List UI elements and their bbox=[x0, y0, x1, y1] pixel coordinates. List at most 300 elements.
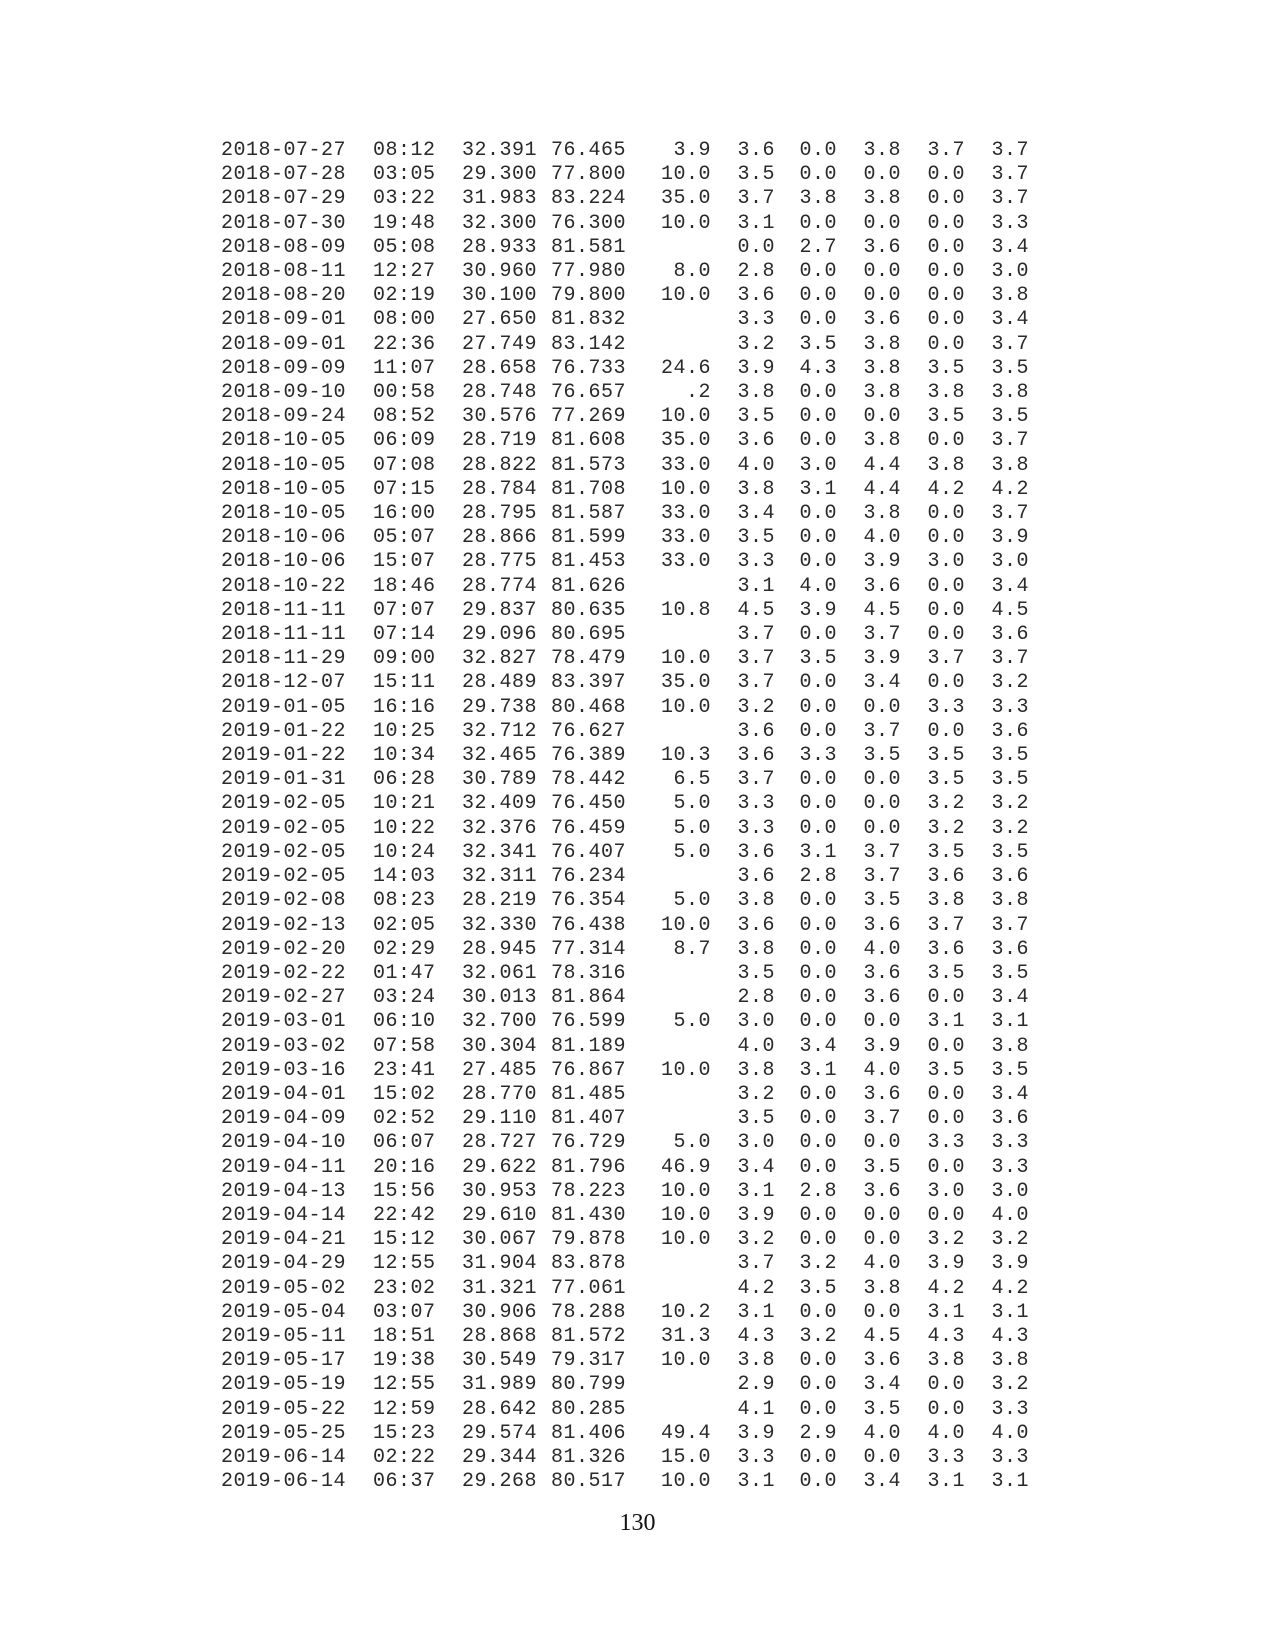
magnitude-3-cell: 3.7 bbox=[863, 1107, 901, 1131]
magnitude-2-cell: 3.9 bbox=[799, 598, 837, 622]
latitude-cell: 28.658 bbox=[462, 356, 538, 380]
magnitude-1-cell: 3.1 bbox=[737, 574, 775, 598]
table-row bbox=[221, 1252, 1029, 1276]
magnitude-1-cell: 3.6 bbox=[737, 139, 775, 162]
longitude-cell: 76.465 bbox=[551, 139, 627, 162]
magnitude-1-cell: 3.1 bbox=[737, 211, 775, 235]
magnitude-3-cell: 0.0 bbox=[863, 1445, 901, 1469]
date-cell: 2018-10-06 bbox=[221, 550, 347, 574]
longitude-cell: 77.800 bbox=[551, 163, 627, 187]
depth-cell: 8.0 bbox=[673, 260, 711, 284]
magnitude-1-cell: 3.9 bbox=[737, 1421, 775, 1445]
magnitude-4-cell: 3.3 bbox=[927, 1445, 965, 1469]
latitude-cell: 32.827 bbox=[462, 647, 538, 671]
magnitude-2-cell: 0.0 bbox=[799, 381, 837, 405]
magnitude-4-cell: 3.6 bbox=[927, 865, 965, 889]
magnitude-4-cell: 4.0 bbox=[927, 1421, 965, 1445]
magnitude-2-cell: 0.0 bbox=[799, 1373, 837, 1397]
depth-cell: 5.0 bbox=[673, 816, 711, 840]
longitude-cell: 80.517 bbox=[551, 1470, 627, 1494]
magnitude-2-cell: 0.0 bbox=[799, 1300, 837, 1324]
depth-cell bbox=[633, 236, 711, 260]
date-cell: 2019-02-05 bbox=[221, 816, 347, 840]
magnitude-1-cell: 3.6 bbox=[737, 840, 775, 864]
latitude-cell: 32.465 bbox=[462, 744, 538, 768]
magnitude-4-cell: 0.0 bbox=[927, 308, 965, 332]
magnitude-1-cell: 3.7 bbox=[737, 623, 775, 647]
latitude-cell: 29.610 bbox=[462, 1203, 538, 1227]
magnitude-5-cell: 3.5 bbox=[991, 405, 1029, 429]
magnitude-2-cell: 0.0 bbox=[799, 1349, 837, 1373]
date-cell: 2018-09-01 bbox=[221, 308, 347, 332]
magnitude-4-cell: 0.0 bbox=[927, 623, 965, 647]
magnitude-2-cell: 3.3 bbox=[799, 744, 837, 768]
time-cell: 11:07 bbox=[373, 356, 436, 380]
magnitude-4-cell: 3.8 bbox=[927, 453, 965, 477]
magnitude-3-cell: 3.6 bbox=[863, 235, 901, 259]
magnitude-4-cell: 0.0 bbox=[927, 1397, 965, 1421]
magnitude-5-cell: 3.1 bbox=[991, 1470, 1029, 1494]
magnitude-5-cell: 3.2 bbox=[991, 1373, 1029, 1397]
longitude-cell: 81.430 bbox=[551, 1203, 627, 1227]
table-row bbox=[221, 1228, 1029, 1252]
depth-cell: 10.0 bbox=[660, 1470, 711, 1494]
magnitude-1-cell: 3.8 bbox=[737, 889, 775, 913]
magnitude-5-cell: 3.1 bbox=[991, 1300, 1029, 1324]
magnitude-3-cell: 0.0 bbox=[863, 1300, 901, 1324]
longitude-cell: 81.573 bbox=[551, 453, 627, 477]
depth-cell: 10.0 bbox=[660, 1349, 711, 1373]
magnitude-2-cell: 3.1 bbox=[799, 1058, 837, 1082]
longitude-cell: 76.459 bbox=[551, 816, 627, 840]
latitude-cell: 29.622 bbox=[462, 1155, 538, 1179]
magnitude-4-cell: 0.0 bbox=[927, 1034, 965, 1058]
magnitude-3-cell: 3.8 bbox=[863, 356, 901, 380]
time-cell: 19:48 bbox=[373, 211, 436, 235]
magnitude-4-cell: 0.0 bbox=[927, 235, 965, 259]
magnitude-4-cell: 3.1 bbox=[927, 1470, 965, 1494]
magnitude-5-cell: 3.3 bbox=[991, 211, 1029, 235]
table-row bbox=[221, 1131, 1029, 1155]
magnitude-1-cell: 3.1 bbox=[737, 1300, 775, 1324]
magnitude-5-cell: 3.6 bbox=[991, 623, 1029, 647]
magnitude-4-cell: 4.3 bbox=[927, 1324, 965, 1348]
table-row bbox=[221, 792, 1029, 816]
magnitude-1-cell: 3.3 bbox=[737, 308, 775, 332]
time-cell: 06:09 bbox=[373, 429, 436, 453]
magnitude-4-cell: 0.0 bbox=[927, 429, 965, 453]
magnitude-4-cell: 0.0 bbox=[927, 1107, 965, 1131]
latitude-cell: 28.489 bbox=[462, 671, 538, 695]
magnitude-3-cell: 0.0 bbox=[863, 792, 901, 816]
magnitude-2-cell: 0.0 bbox=[799, 526, 837, 550]
latitude-cell: 32.311 bbox=[462, 865, 538, 889]
magnitude-5-cell: 3.7 bbox=[991, 332, 1029, 356]
depth-cell bbox=[633, 1373, 711, 1397]
magnitude-4-cell: 0.0 bbox=[927, 187, 965, 211]
time-cell: 15:11 bbox=[373, 671, 436, 695]
magnitude-3-cell: 0.0 bbox=[863, 260, 901, 284]
longitude-cell: 81.453 bbox=[551, 550, 627, 574]
magnitude-1-cell: 3.6 bbox=[737, 284, 775, 308]
depth-cell bbox=[633, 1083, 711, 1107]
table-row bbox=[221, 599, 1029, 623]
date-cell: 2018-07-29 bbox=[221, 187, 347, 211]
latitude-cell: 29.738 bbox=[462, 695, 538, 719]
date-cell: 2019-02-20 bbox=[221, 937, 347, 961]
magnitude-4-cell: 3.5 bbox=[927, 356, 965, 380]
magnitude-5-cell: 3.7 bbox=[991, 502, 1029, 526]
magnitude-1-cell: 2.8 bbox=[737, 260, 775, 284]
magnitude-1-cell: 3.7 bbox=[737, 647, 775, 671]
depth-cell bbox=[633, 865, 711, 889]
magnitude-2-cell: 0.0 bbox=[799, 792, 837, 816]
magnitude-3-cell: 0.0 bbox=[863, 816, 901, 840]
latitude-cell: 27.749 bbox=[462, 332, 538, 356]
earthquake-catalog-table bbox=[221, 139, 1029, 1494]
magnitude-3-cell: 3.6 bbox=[863, 1349, 901, 1373]
time-cell: 05:08 bbox=[373, 235, 436, 259]
longitude-cell: 81.608 bbox=[551, 429, 627, 453]
magnitude-3-cell: 4.0 bbox=[863, 1421, 901, 1445]
time-cell: 02:29 bbox=[373, 937, 436, 961]
table-row bbox=[221, 381, 1029, 405]
magnitude-1-cell: 3.1 bbox=[737, 1179, 775, 1203]
magnitude-5-cell: 4.0 bbox=[991, 1203, 1029, 1227]
table-row bbox=[221, 429, 1029, 453]
magnitude-4-cell: 0.0 bbox=[927, 1373, 965, 1397]
magnitude-4-cell: 3.7 bbox=[927, 647, 965, 671]
latitude-cell: 29.268 bbox=[462, 1470, 538, 1494]
depth-cell: 3.9 bbox=[673, 139, 711, 162]
magnitude-5-cell: 3.7 bbox=[991, 163, 1029, 187]
date-cell: 2019-05-22 bbox=[221, 1397, 347, 1421]
time-cell: 10:25 bbox=[373, 719, 436, 743]
depth-cell bbox=[633, 986, 711, 1010]
magnitude-1-cell: 3.6 bbox=[737, 744, 775, 768]
date-cell: 2019-01-22 bbox=[221, 719, 347, 743]
magnitude-1-cell: 2.9 bbox=[737, 1373, 775, 1397]
depth-cell: 10.2 bbox=[660, 1300, 711, 1324]
longitude-cell: 83.224 bbox=[551, 187, 627, 211]
longitude-cell: 78.316 bbox=[551, 961, 627, 985]
latitude-cell: 30.789 bbox=[462, 768, 538, 792]
magnitude-5-cell: 4.3 bbox=[991, 1324, 1029, 1348]
magnitude-1-cell: 3.7 bbox=[737, 671, 775, 695]
longitude-cell: 81.581 bbox=[551, 235, 627, 259]
magnitude-4-cell: 3.8 bbox=[927, 381, 965, 405]
latitude-cell: 29.344 bbox=[462, 1445, 538, 1469]
date-cell: 2019-02-22 bbox=[221, 961, 347, 985]
table-row bbox=[221, 1059, 1029, 1083]
time-cell: 02:19 bbox=[373, 284, 436, 308]
magnitude-4-cell: 4.2 bbox=[927, 477, 965, 501]
date-cell: 2018-11-11 bbox=[221, 623, 347, 647]
longitude-cell: 76.354 bbox=[551, 889, 627, 913]
magnitude-3-cell: 3.8 bbox=[863, 1276, 901, 1300]
date-cell: 2018-08-11 bbox=[221, 260, 347, 284]
time-cell: 08:52 bbox=[373, 405, 436, 429]
table-row bbox=[221, 357, 1029, 381]
time-cell: 19:38 bbox=[373, 1349, 436, 1373]
magnitude-2-cell: 0.0 bbox=[799, 623, 837, 647]
time-cell: 08:12 bbox=[373, 139, 436, 162]
date-cell: 2018-11-11 bbox=[221, 598, 347, 622]
page-number: 130 bbox=[619, 1510, 656, 1536]
date-cell: 2019-04-29 bbox=[221, 1252, 347, 1276]
magnitude-2-cell: 3.5 bbox=[799, 647, 837, 671]
magnitude-4-cell: 3.2 bbox=[927, 792, 965, 816]
longitude-cell: 76.867 bbox=[551, 1058, 627, 1082]
magnitude-5-cell: 3.5 bbox=[991, 744, 1029, 768]
depth-cell bbox=[633, 1398, 711, 1422]
time-cell: 15:23 bbox=[373, 1421, 436, 1445]
magnitude-5-cell: 3.4 bbox=[991, 308, 1029, 332]
magnitude-2-cell: 0.0 bbox=[799, 163, 837, 187]
latitude-cell: 32.330 bbox=[462, 913, 538, 937]
time-cell: 23:02 bbox=[373, 1276, 436, 1300]
magnitude-2-cell: 3.4 bbox=[799, 1034, 837, 1058]
depth-cell: 8.7 bbox=[673, 937, 711, 961]
magnitude-2-cell: 0.0 bbox=[799, 1107, 837, 1131]
magnitude-3-cell: 3.7 bbox=[863, 865, 901, 889]
date-cell: 2019-04-13 bbox=[221, 1179, 347, 1203]
magnitude-1-cell: 3.0 bbox=[737, 1131, 775, 1155]
time-cell: 07:14 bbox=[373, 623, 436, 647]
table-row bbox=[221, 236, 1029, 260]
depth-cell: 33.0 bbox=[660, 453, 711, 477]
table-row bbox=[221, 1180, 1029, 1204]
magnitude-5-cell: 3.8 bbox=[991, 284, 1029, 308]
magnitude-4-cell: 3.5 bbox=[927, 840, 965, 864]
time-cell: 18:46 bbox=[373, 574, 436, 598]
magnitude-1-cell: 3.3 bbox=[737, 816, 775, 840]
magnitude-5-cell: 3.7 bbox=[991, 913, 1029, 937]
depth-cell bbox=[633, 1277, 711, 1301]
magnitude-5-cell: 4.2 bbox=[991, 1276, 1029, 1300]
longitude-cell: 76.627 bbox=[551, 719, 627, 743]
time-cell: 01:47 bbox=[373, 961, 436, 985]
table-row bbox=[221, 478, 1029, 502]
magnitude-1-cell: 3.6 bbox=[737, 429, 775, 453]
longitude-cell: 81.406 bbox=[551, 1421, 627, 1445]
magnitude-5-cell: 4.0 bbox=[991, 1421, 1029, 1445]
time-cell: 15:07 bbox=[373, 550, 436, 574]
magnitude-5-cell: 4.5 bbox=[991, 598, 1029, 622]
magnitude-5-cell: 3.5 bbox=[991, 356, 1029, 380]
date-cell: 2019-04-01 bbox=[221, 1082, 347, 1106]
magnitude-4-cell: 0.0 bbox=[927, 163, 965, 187]
time-cell: 10:34 bbox=[373, 744, 436, 768]
magnitude-4-cell: 0.0 bbox=[927, 986, 965, 1010]
latitude-cell: 29.574 bbox=[462, 1421, 538, 1445]
magnitude-1-cell: 3.8 bbox=[737, 381, 775, 405]
magnitude-5-cell: 3.4 bbox=[991, 1082, 1029, 1106]
date-cell: 2018-09-24 bbox=[221, 405, 347, 429]
table-row bbox=[221, 1446, 1029, 1470]
magnitude-2-cell: 0.0 bbox=[799, 502, 837, 526]
longitude-cell: 78.479 bbox=[551, 647, 627, 671]
magnitude-4-cell: 3.3 bbox=[927, 1131, 965, 1155]
time-cell: 10:22 bbox=[373, 816, 436, 840]
time-cell: 15:56 bbox=[373, 1179, 436, 1203]
magnitude-2-cell: 0.0 bbox=[799, 405, 837, 429]
magnitude-1-cell: 3.0 bbox=[737, 1010, 775, 1034]
magnitude-1-cell: 4.0 bbox=[737, 1034, 775, 1058]
magnitude-1-cell: 3.2 bbox=[737, 1228, 775, 1252]
magnitude-4-cell: 3.5 bbox=[927, 744, 965, 768]
table-row bbox=[221, 1035, 1029, 1059]
longitude-cell: 81.864 bbox=[551, 986, 627, 1010]
magnitude-4-cell: 0.0 bbox=[927, 598, 965, 622]
magnitude-2-cell: 0.0 bbox=[799, 1228, 837, 1252]
time-cell: 03:05 bbox=[373, 163, 436, 187]
latitude-cell: 32.409 bbox=[462, 792, 538, 816]
table-row bbox=[221, 260, 1029, 284]
depth-cell: 10.0 bbox=[660, 405, 711, 429]
time-cell: 10:24 bbox=[373, 840, 436, 864]
magnitude-2-cell: 0.0 bbox=[799, 1082, 837, 1106]
magnitude-2-cell: 4.0 bbox=[799, 574, 837, 598]
magnitude-1-cell: 3.8 bbox=[737, 937, 775, 961]
magnitude-4-cell: 0.0 bbox=[927, 1203, 965, 1227]
magnitude-3-cell: 3.9 bbox=[863, 1034, 901, 1058]
longitude-cell: 76.450 bbox=[551, 792, 627, 816]
magnitude-1-cell: 3.2 bbox=[737, 1082, 775, 1106]
longitude-cell: 81.587 bbox=[551, 502, 627, 526]
magnitude-3-cell: 3.6 bbox=[863, 574, 901, 598]
magnitude-5-cell: 3.8 bbox=[991, 1034, 1029, 1058]
magnitude-2-cell: 0.0 bbox=[799, 1203, 837, 1227]
longitude-cell: 77.314 bbox=[551, 937, 627, 961]
magnitude-2-cell: 0.0 bbox=[799, 937, 837, 961]
magnitude-5-cell: 3.4 bbox=[991, 235, 1029, 259]
depth-cell: 10.0 bbox=[660, 284, 711, 308]
table-row bbox=[221, 139, 1029, 163]
magnitude-1-cell: 3.9 bbox=[737, 1203, 775, 1227]
depth-cell: 46.9 bbox=[660, 1155, 711, 1179]
time-cell: 02:52 bbox=[373, 1107, 436, 1131]
magnitude-2-cell: 4.3 bbox=[799, 356, 837, 380]
magnitude-2-cell: 3.8 bbox=[799, 187, 837, 211]
magnitude-1-cell: 3.4 bbox=[737, 1155, 775, 1179]
date-cell: 2019-03-16 bbox=[221, 1058, 347, 1082]
longitude-cell: 80.285 bbox=[551, 1397, 627, 1421]
latitude-cell: 32.376 bbox=[462, 816, 538, 840]
date-cell: 2019-02-05 bbox=[221, 840, 347, 864]
latitude-cell: 31.904 bbox=[462, 1252, 538, 1276]
magnitude-3-cell: 3.6 bbox=[863, 1179, 901, 1203]
depth-cell: 10.0 bbox=[660, 647, 711, 671]
table-row bbox=[221, 163, 1029, 187]
time-cell: 16:00 bbox=[373, 502, 436, 526]
magnitude-4-cell: 0.0 bbox=[927, 260, 965, 284]
magnitude-3-cell: 3.4 bbox=[863, 1373, 901, 1397]
magnitude-2-cell: 0.0 bbox=[799, 260, 837, 284]
magnitude-1-cell: 3.6 bbox=[737, 865, 775, 889]
latitude-cell: 28.719 bbox=[462, 429, 538, 453]
date-cell: 2019-01-05 bbox=[221, 695, 347, 719]
table-row bbox=[221, 671, 1029, 695]
magnitude-4-cell: 0.0 bbox=[927, 671, 965, 695]
magnitude-2-cell: 0.0 bbox=[799, 768, 837, 792]
time-cell: 06:37 bbox=[373, 1470, 436, 1494]
magnitude-3-cell: 3.8 bbox=[863, 187, 901, 211]
magnitude-2-cell: 0.0 bbox=[799, 284, 837, 308]
date-cell: 2018-12-07 bbox=[221, 671, 347, 695]
magnitude-4-cell: 3.2 bbox=[927, 816, 965, 840]
magnitude-2-cell: 2.7 bbox=[799, 235, 837, 259]
table-row bbox=[221, 1301, 1029, 1325]
magnitude-2-cell: 2.8 bbox=[799, 1179, 837, 1203]
depth-cell: 10.0 bbox=[660, 211, 711, 235]
magnitude-3-cell: 0.0 bbox=[863, 1131, 901, 1155]
table-row bbox=[221, 1107, 1029, 1131]
magnitude-1-cell: 3.4 bbox=[737, 502, 775, 526]
depth-cell: 6.5 bbox=[673, 768, 711, 792]
magnitude-5-cell: 3.3 bbox=[991, 1445, 1029, 1469]
latitude-cell: 28.770 bbox=[462, 1082, 538, 1106]
longitude-cell: 83.142 bbox=[551, 332, 627, 356]
depth-cell bbox=[633, 308, 711, 332]
magnitude-5-cell: 3.9 bbox=[991, 526, 1029, 550]
date-cell: 2019-03-02 bbox=[221, 1034, 347, 1058]
magnitude-1-cell: 3.7 bbox=[737, 768, 775, 792]
magnitude-2-cell: 0.0 bbox=[799, 308, 837, 332]
latitude-cell: 32.391 bbox=[462, 139, 538, 162]
magnitude-1-cell: 4.1 bbox=[737, 1397, 775, 1421]
magnitude-3-cell: 4.0 bbox=[863, 526, 901, 550]
depth-cell: 5.0 bbox=[673, 1010, 711, 1034]
longitude-cell: 81.572 bbox=[551, 1324, 627, 1348]
date-cell: 2019-06-14 bbox=[221, 1445, 347, 1469]
date-cell: 2019-05-25 bbox=[221, 1421, 347, 1445]
depth-cell bbox=[633, 1252, 711, 1276]
magnitude-5-cell: 3.3 bbox=[991, 1397, 1029, 1421]
magnitude-1-cell: 3.5 bbox=[737, 526, 775, 550]
magnitude-2-cell: 0.0 bbox=[799, 139, 837, 162]
magnitude-5-cell: 3.6 bbox=[991, 865, 1029, 889]
date-cell: 2018-10-05 bbox=[221, 429, 347, 453]
magnitude-3-cell: 3.6 bbox=[863, 1082, 901, 1106]
magnitude-2-cell: 0.0 bbox=[799, 1470, 837, 1494]
longitude-cell: 76.733 bbox=[551, 356, 627, 380]
magnitude-3-cell: 0.0 bbox=[863, 695, 901, 719]
latitude-cell: 32.341 bbox=[462, 840, 538, 864]
magnitude-3-cell: 4.4 bbox=[863, 477, 901, 501]
longitude-cell: 77.980 bbox=[551, 260, 627, 284]
time-cell: 10:21 bbox=[373, 792, 436, 816]
magnitude-3-cell: 0.0 bbox=[863, 1010, 901, 1034]
magnitude-1-cell: 0.0 bbox=[737, 235, 775, 259]
date-cell: 2019-02-08 bbox=[221, 889, 347, 913]
magnitude-1-cell: 3.2 bbox=[737, 695, 775, 719]
time-cell: 12:55 bbox=[373, 1252, 436, 1276]
magnitude-5-cell: 3.5 bbox=[991, 1058, 1029, 1082]
time-cell: 09:00 bbox=[373, 647, 436, 671]
magnitude-5-cell: 3.5 bbox=[991, 961, 1029, 985]
date-cell: 2018-08-20 bbox=[221, 284, 347, 308]
date-cell: 2019-02-05 bbox=[221, 865, 347, 889]
magnitude-5-cell: 3.3 bbox=[991, 1131, 1029, 1155]
magnitude-5-cell: 3.0 bbox=[991, 550, 1029, 574]
magnitude-2-cell: 0.0 bbox=[799, 695, 837, 719]
magnitude-3-cell: 3.4 bbox=[863, 1470, 901, 1494]
table-row bbox=[221, 938, 1029, 962]
magnitude-2-cell: 0.0 bbox=[799, 1397, 837, 1421]
table-row bbox=[221, 1349, 1029, 1373]
date-cell: 2019-01-22 bbox=[221, 744, 347, 768]
